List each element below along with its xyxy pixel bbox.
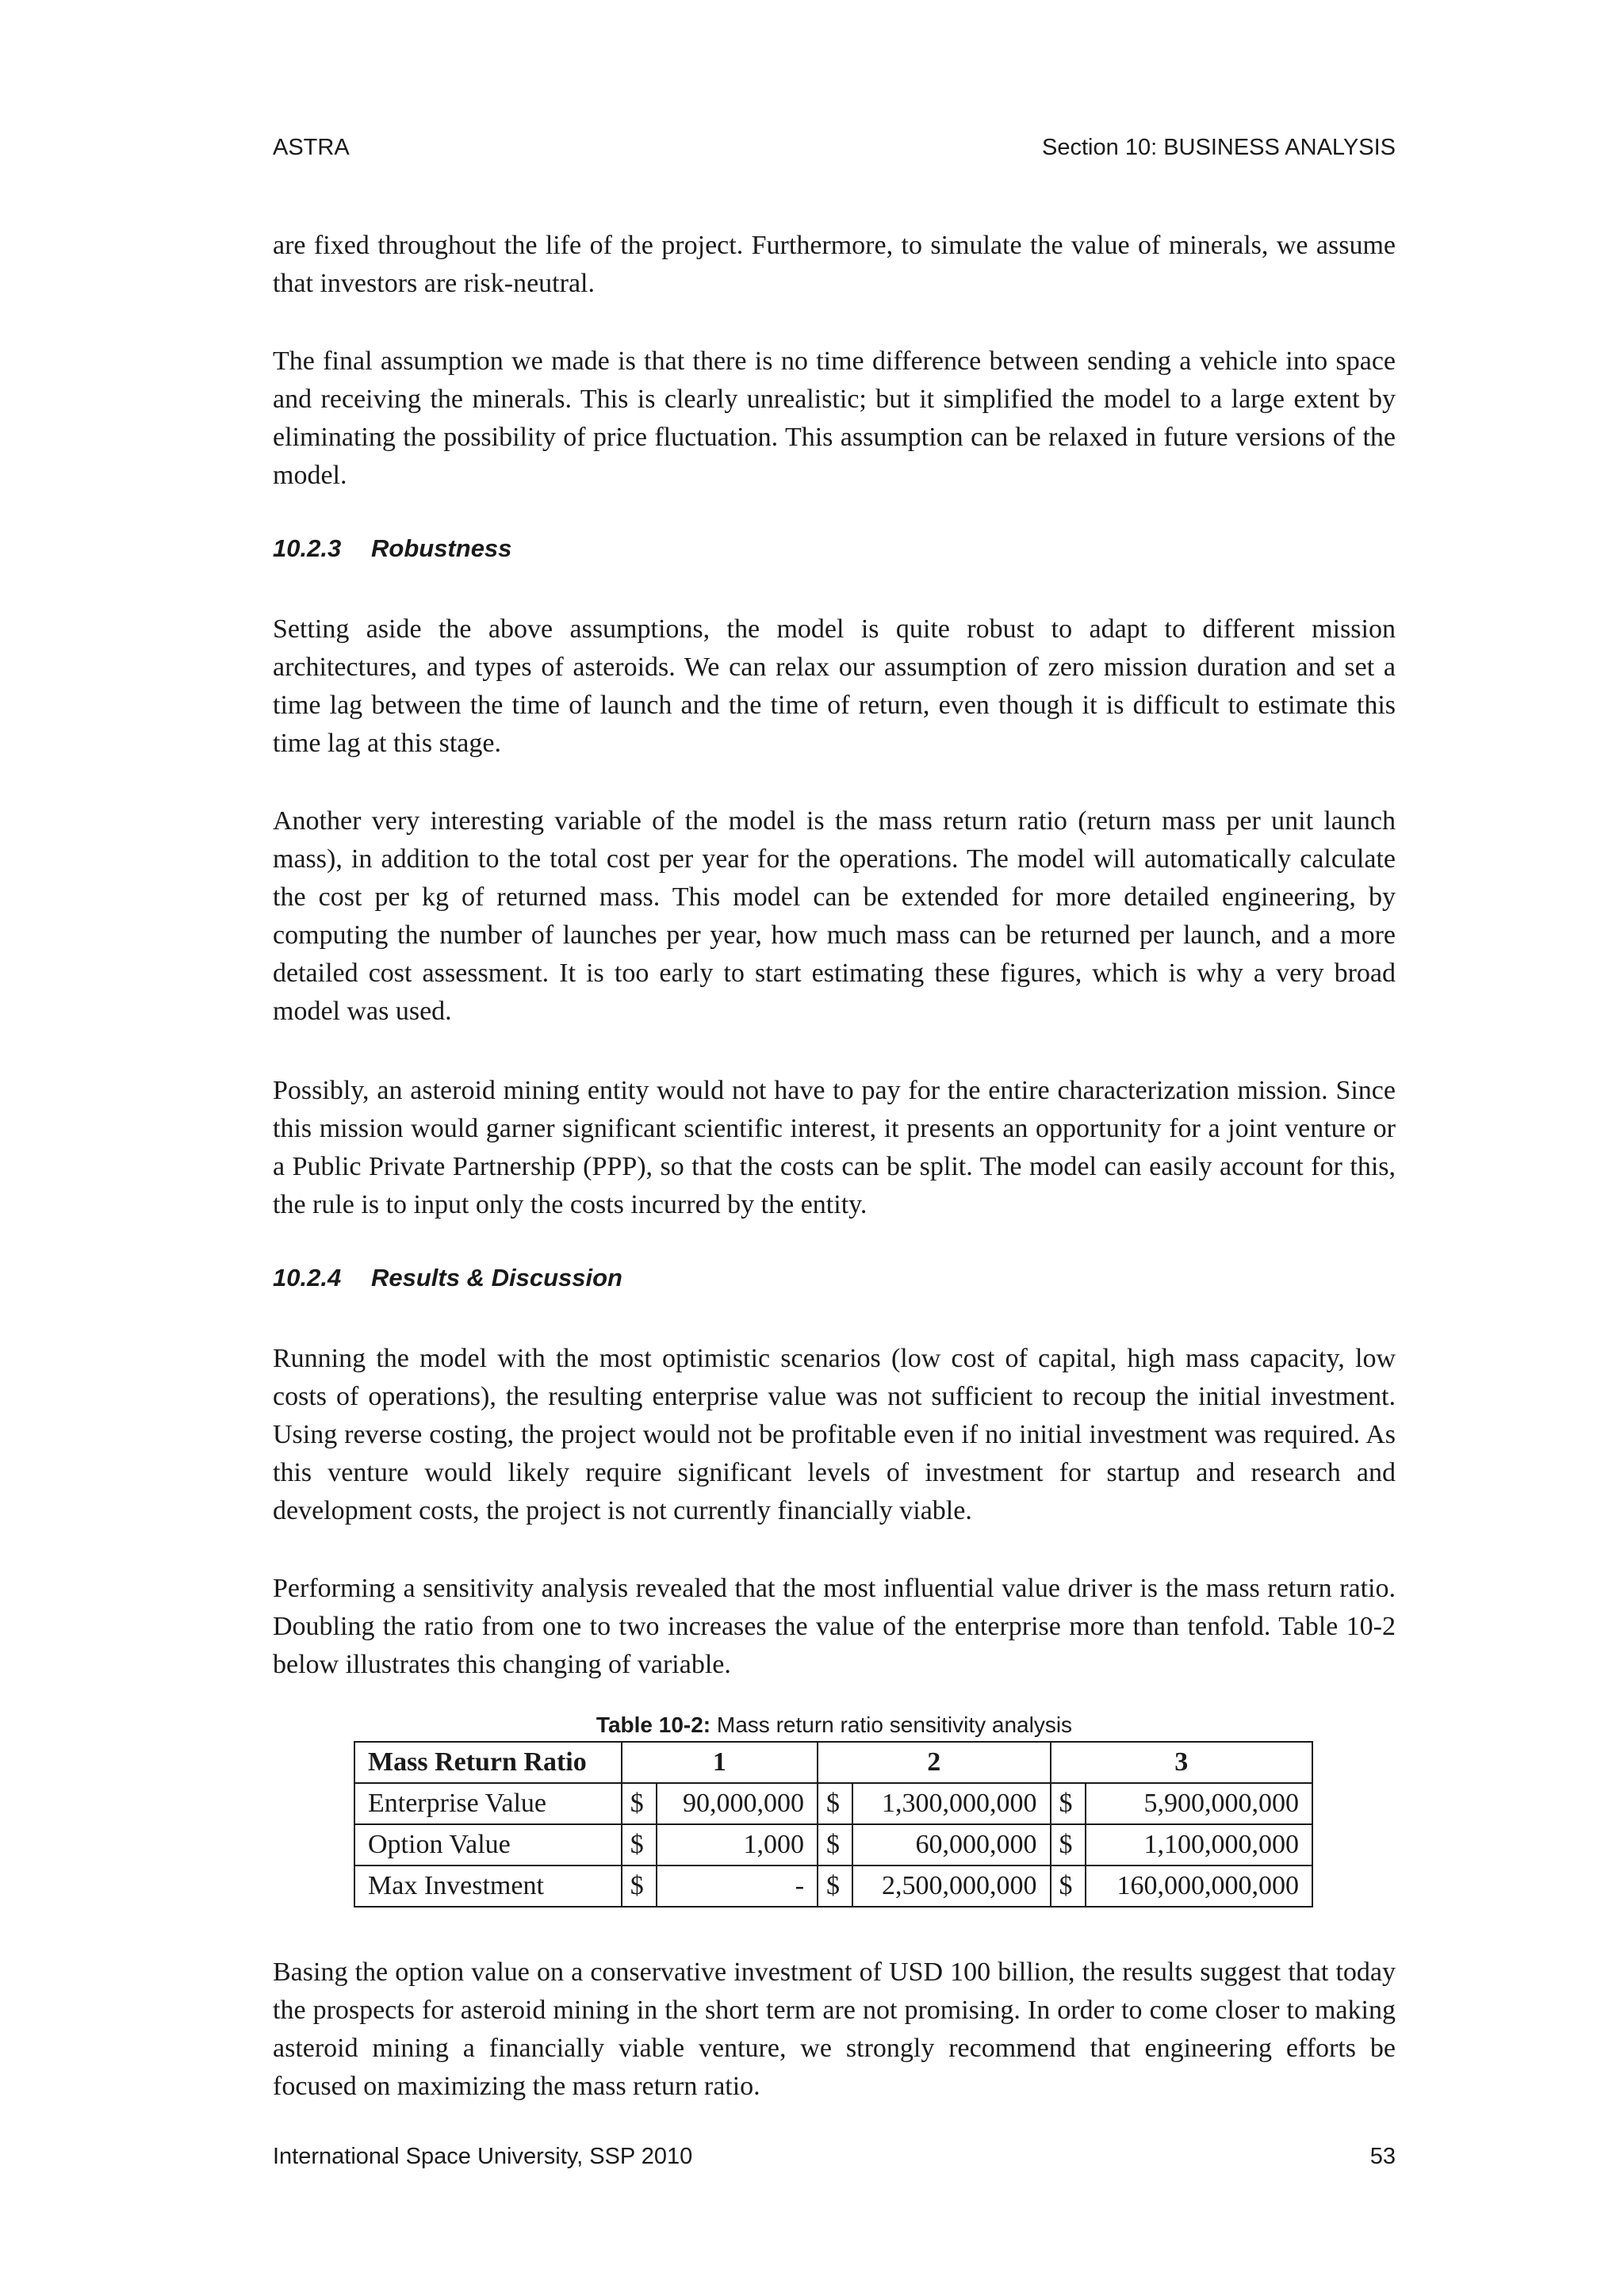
table-cell: 160,000,000,000	[1086, 1866, 1312, 1907]
table-cell: 5,900,000,000	[1086, 1783, 1312, 1824]
paragraph-results: Running the model with the most optimistic scenarios (low cost of capital, high mass capacity, low costs of operations), the resulting enterprise value was not sufficient to recoup the initial investment. Using reverse costing, the project would not be profitable even if no initial investment was required. As this venture would likely require significant levels of investment for startup and research and development costs, the project is not currently financially viable.	[273, 1344, 1396, 1525]
page-header	[273, 135, 1396, 161]
row-label: Option Value	[354, 1824, 622, 1866]
footer-left: International Space University, SSP 2010	[273, 2144, 693, 2169]
page-number: 53	[1369, 2144, 1396, 2169]
currency-symbol: $	[818, 1824, 852, 1866]
table-row	[354, 1866, 1312, 1907]
paragraph-final-assumption: The final assumption we made is that there is no time difference between sending a vehicle into space and receiving the minerals. This is clearly unrealistic; but it simplified the model to a large extent by eliminating the possibility of price fluctuation. This assumption can be relaxed in future versions of the model.	[273, 346, 1396, 490]
currency-symbol: $	[1051, 1824, 1086, 1866]
section-heading-results	[273, 1264, 622, 1292]
table-cell: 1,100,000,000	[1086, 1824, 1312, 1866]
paragraph-sensitivity: Performing a sensitivity analysis revealed that the most influential value driver is the mass return ratio. Doubling the ratio from one to two increases the value of the enterprise more than tenfold. Table 10-2 below illustrates this changing of variable.	[273, 1574, 1396, 1679]
paragraph-conclusion: Basing the option value on a conservative investment of USD 100 billion, the results suggest that today the prospects for asteroid mining in the short term are not promising. In order to come closer to making asteroid mining a financially viable venture, we strongly recommend that engineering efforts be focused on maximizing the mass return ratio.	[273, 1957, 1396, 2101]
table-cell: 2,500,000,000	[852, 1866, 1050, 1907]
sensitivity-table	[354, 1741, 1313, 1908]
table-row	[354, 1824, 1312, 1866]
heading-number: 10.2.3	[273, 534, 342, 562]
header-left: ASTRA	[273, 135, 350, 160]
section-heading-robustness	[273, 534, 511, 563]
paragraph-mass-return: Another very interesting variable of the model is the mass return ratio (return mass per unit launch mass), in addition to the total cost per year for the operations. The model will automatically calculate the cost per kg of returned mass. This model can be extended for more detailed engineering, by computing the number of launches per year, how much mass can be returned per launch, and a more detailed cost assessment. It is too early to start estimating these figures, which is why a very broad model was used.	[273, 806, 1396, 1026]
table-header-cell: 3	[1051, 1742, 1312, 1783]
row-label: Enterprise Value	[354, 1783, 622, 1824]
row-label: Max Investment	[354, 1866, 622, 1907]
currency-symbol: $	[818, 1866, 852, 1907]
currency-symbol: $	[1051, 1783, 1086, 1824]
currency-symbol: $	[622, 1866, 657, 1907]
table-cell: 1,000	[657, 1824, 818, 1866]
table-cell: 60,000,000	[852, 1824, 1050, 1866]
currency-symbol: $	[622, 1824, 657, 1866]
header-right: Section 10: BUSINESS ANALYSIS	[1042, 135, 1396, 160]
paragraph-robustness: Setting aside the above assumptions, the model is quite robust to adapt to different mission architectures, and types of asteroids. We can relax our assumption of zero mission duration and set a time lag between the time of launch and the time of return, even though it is difficult to estimate this time lag at this stage.	[273, 614, 1396, 758]
paragraph-assumptions: are fixed throughout the life of the project. Furthermore, to simulate the value of minerals, we assume that investors are risk-neutral.	[273, 231, 1396, 298]
table-header-cell: 2	[818, 1742, 1050, 1783]
table-cell: 90,000,000	[657, 1783, 818, 1824]
table-header-cell: Mass Return Ratio	[354, 1742, 622, 1783]
table-caption-text: Mass return ratio sensitivity analysis	[710, 1712, 1073, 1737]
heading-number: 10.2.4	[273, 1264, 342, 1292]
table-cell: 1,300,000,000	[852, 1783, 1050, 1824]
currency-symbol: $	[818, 1783, 852, 1824]
page-footer	[273, 2144, 1396, 2170]
table-row	[354, 1783, 1312, 1824]
table-header-cell: 1	[622, 1742, 818, 1783]
heading-title: Robustness	[371, 534, 512, 562]
table-header-row	[354, 1742, 1312, 1783]
currency-symbol: $	[1051, 1866, 1086, 1907]
table-cell: -	[657, 1866, 818, 1907]
table-caption-label: Table 10-2:	[596, 1712, 711, 1737]
table-caption	[273, 1712, 1396, 1738]
paragraph-ppp: Possibly, an asteroid mining entity would not have to pay for the entire characterization mission. Since this mission would garner significant scientific interest, it presents an opportunity for a joint venture or a Public Private Partnership (PPP), so that the costs can be split. The model can easily account for this, the rule is to input only the costs incurred by the entity.	[273, 1076, 1396, 1219]
currency-symbol: $	[622, 1783, 657, 1824]
heading-title: Results & Discussion	[371, 1264, 622, 1292]
